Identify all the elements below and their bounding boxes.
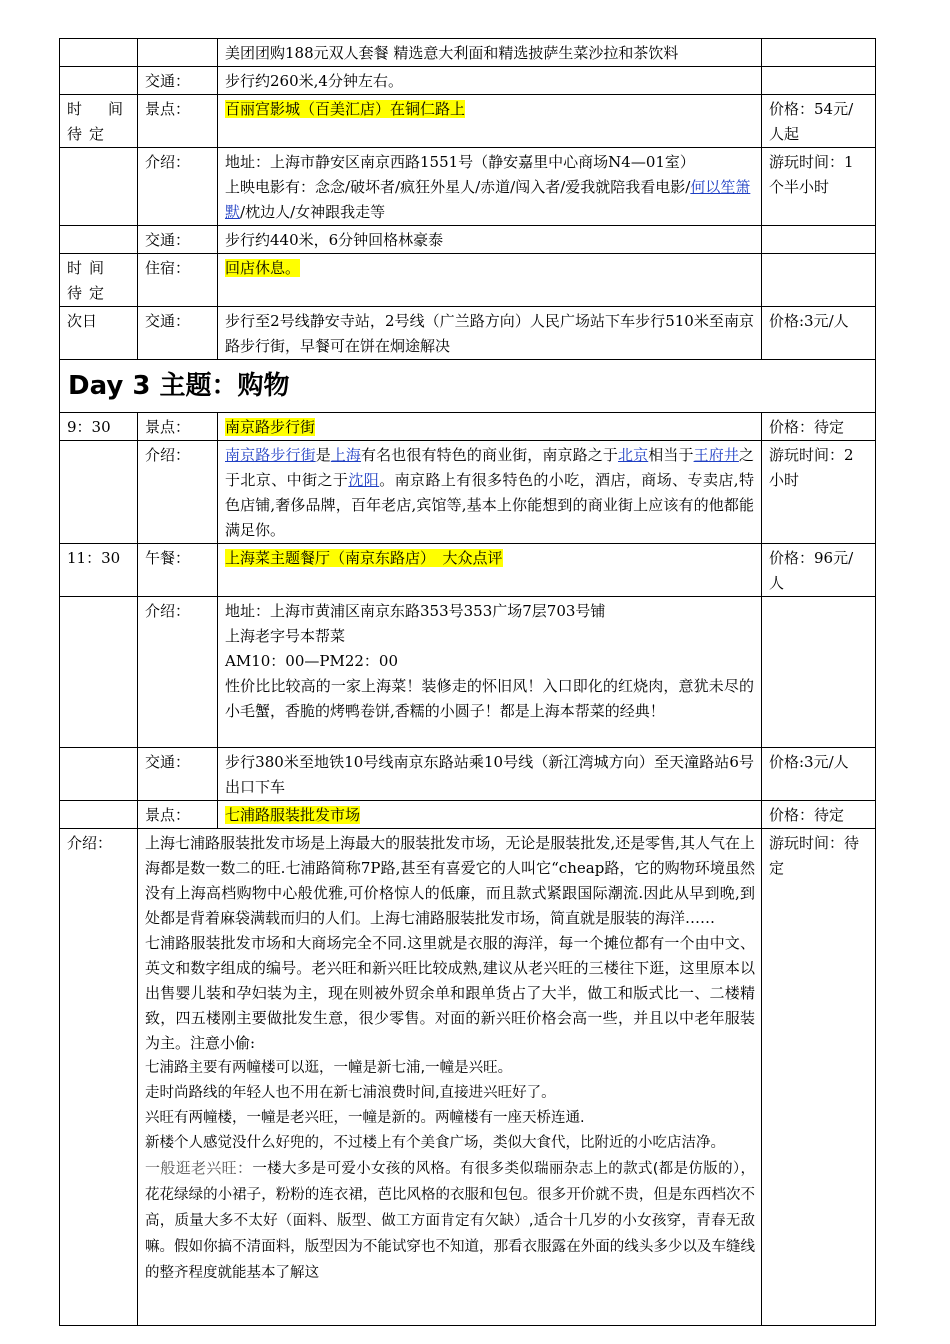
intro-text: 。南京路上有很多特色的小吃，酒店，商场、专卖店,特色店铺,奢侈品牌，百年老店,宾馆等,基本上你能想到的商业街上应该有的他都能满足你。 xyxy=(225,471,754,539)
address-text: 地址：上海市黄浦区南京东路353号353广场7层703号铺 xyxy=(225,602,606,620)
desc-text: 步行380米至地铁10号线南京东路站乘10号线（新江湾城方向）至天潼路站6号出口下车 xyxy=(225,753,754,796)
type-cell xyxy=(138,307,218,360)
review-text: 性价比比较高的一家上海菜！装修走的怀旧风！入口即化的红烧肉，意犹未尽的小毛蟹，香脆的烤鸭卷饼,香糯的小圆子！都是上海本帮菜的经典！ xyxy=(225,677,754,720)
wangfujing-link[interactable]: 王府井 xyxy=(693,446,739,464)
table-row xyxy=(60,226,876,254)
table-row xyxy=(60,307,876,360)
desc-cell xyxy=(218,226,762,254)
price-text: 价格:3元/人 xyxy=(769,312,849,330)
type-cell xyxy=(138,748,218,801)
movie-link[interactable]: 何以笙箫默 xyxy=(225,178,751,221)
type-label: 交通： xyxy=(145,753,191,771)
restaurant-name: 上海菜主题餐厅（南京东路店） 大众点评 xyxy=(225,549,503,567)
desc-cell xyxy=(218,597,762,748)
desc-cell xyxy=(218,748,762,801)
type-cell xyxy=(138,95,218,148)
label-cell xyxy=(60,829,138,1326)
time-text: 次日 xyxy=(67,312,98,330)
shenyang-link[interactable]: 沈阳 xyxy=(348,471,380,489)
type-cell xyxy=(138,801,218,829)
nanjing-road-link[interactable]: 南京路步行街 xyxy=(225,446,316,464)
price-cell xyxy=(762,441,876,544)
type-label: 景点： xyxy=(145,100,191,118)
table-row xyxy=(60,597,876,748)
type-label: 介绍： xyxy=(145,446,191,464)
intro-text: 相当于 xyxy=(648,446,694,464)
day-header-row xyxy=(60,360,876,413)
type-label: 景点： xyxy=(145,418,191,436)
price-cell xyxy=(762,829,876,1326)
time-cell xyxy=(60,39,138,67)
intro-paragraph: 兴旺有两幢楼，一幢是老兴旺，一幢是新的。两幢楼有一座天桥连通. xyxy=(145,1110,585,1126)
day-title: Day 3 主题：购物 xyxy=(60,360,876,413)
time-cell xyxy=(60,226,138,254)
price-cell xyxy=(762,254,876,307)
table-row xyxy=(60,413,876,441)
type-label: 住宿： xyxy=(145,259,191,277)
intro-paragraph: 新楼个人感觉没什么好兜的，不过楼上有个美食广场，类似大食代，比附近的小吃店洁净。 xyxy=(145,1135,725,1151)
price-cell xyxy=(762,413,876,441)
price-text: 价格：待定 xyxy=(769,806,845,824)
time-text: 11：30 xyxy=(67,549,121,567)
shanghai-link[interactable]: 上海 xyxy=(330,446,362,464)
time-cell xyxy=(60,254,138,307)
type-label: 介绍： xyxy=(145,153,191,171)
itinerary-table xyxy=(59,38,876,1326)
price-cell xyxy=(762,148,876,226)
type-label: 交通： xyxy=(145,72,191,90)
desc-text: 步行约260米,4分钟左右。 xyxy=(225,72,403,90)
table-row xyxy=(60,801,876,829)
type-label: 介绍： xyxy=(145,602,191,620)
intro-paragraph: 走时尚路线的年轻人也不用在新七浦浪费时间,直接进兴旺好了。 xyxy=(145,1085,556,1101)
time-cell xyxy=(60,413,138,441)
duration-text: 游玩时间：2小时 xyxy=(769,446,854,489)
address-text: 地址：上海市静安区南京西路1551号（静安嘉里中心商场N4—01室） xyxy=(225,153,695,171)
type-cell xyxy=(138,597,218,748)
intro-text: 有名也很有特色的商业街，南京路之于 xyxy=(361,446,618,464)
movies-text: 上映电影有：念念/破坏者/疯狂外星人/赤道/闯入者/爱我就陪我看电影/ xyxy=(225,178,691,196)
attraction-name: 七浦路服装批发市场 xyxy=(225,806,361,824)
table-row xyxy=(60,67,876,95)
table-row xyxy=(60,39,876,67)
intro-cell xyxy=(138,829,762,1326)
time-cell xyxy=(60,95,138,148)
type-cell xyxy=(138,544,218,597)
time-cell xyxy=(60,67,138,95)
price-text: 价格：96元/人 xyxy=(769,549,854,592)
type-label: 景点： xyxy=(145,806,191,824)
attraction-name: 南京路步行街 xyxy=(225,418,316,436)
price-cell xyxy=(762,307,876,360)
table-row xyxy=(60,441,876,544)
type-label: 交通： xyxy=(145,231,191,249)
table-row xyxy=(60,254,876,307)
price-text: 价格：待定 xyxy=(769,418,845,436)
type-cell xyxy=(138,148,218,226)
time-cell xyxy=(60,801,138,829)
desc-cell xyxy=(218,441,762,544)
table-row xyxy=(60,148,876,226)
intro-body xyxy=(145,831,755,1323)
desc-cell xyxy=(218,544,762,597)
desc-cell xyxy=(218,148,762,226)
desc-cell xyxy=(218,39,762,67)
beijing-link[interactable]: 北京 xyxy=(618,446,649,464)
desc-cell xyxy=(218,67,762,95)
type-cell xyxy=(138,39,218,67)
desc-text: 美团团购188元双人套餐 精选意大利面和精选披萨生菜沙拉和茶饮料 xyxy=(225,44,679,62)
intro-paragraph: 一楼大多是可爱小女孩的风格。有很多类似瑞丽杂志上的款式(都是仿版的），花花绿绿的小裙子，粉粉的连衣裙，芭比风格的衣服和包包。很多开价就不贵，但是东西档次不高，质量大多不太好（面料、版型、做工方面肯定有欠缺）,适合十几岁的小女孩穿，青春无敌嘛。假如你搞不清面料，版型因为不能试穿也不知道，那看衣服露在外面的线头多少以及车缝线的整齐程度就能基本了解这 xyxy=(145,1161,755,1281)
price-cell xyxy=(762,67,876,95)
duration-text: 游玩时间：待定 xyxy=(769,834,860,877)
price-cell xyxy=(762,95,876,148)
intro-paragraph: 上海七浦路服装批发市场是上海最大的服装批发市场，无论是服装批发,还是零售,其人气在上海都是数一数二的旺.七浦路简称7P路,甚至有喜爱它的人叫它“cheap路，它的购物环境虽然没有上海高档购物中心般优雅,可价格惊人的低廉，而且款式紧跟国际潮流.因此从早到晚,到处都是背着麻袋满载而归的人们。上海七浦路服装批发市场，简直就是服装的海洋…… xyxy=(145,834,755,927)
intro-label: 介绍： xyxy=(67,834,113,852)
table-row xyxy=(60,748,876,801)
attraction-name: 百丽宫影城（百美汇店）在铜仁路上 xyxy=(225,100,466,118)
price-cell xyxy=(762,597,876,748)
desc-text: 步行至2号线静安寺站，2号线（广兰路方向）人民广场站下车步行510米至南京路步行街，早餐可在饼在炯途解决 xyxy=(225,312,754,355)
table-row xyxy=(60,95,876,148)
price-cell xyxy=(762,748,876,801)
cuisine-text: 上海老字号本帮菜 xyxy=(225,627,346,645)
time-cell xyxy=(60,544,138,597)
desc-cell xyxy=(218,95,762,148)
time-cell xyxy=(60,441,138,544)
table-row xyxy=(60,829,876,1326)
type-cell xyxy=(138,254,218,307)
desc-text: 步行约440米，6分钟回格林豪泰 xyxy=(225,231,444,249)
type-cell xyxy=(138,226,218,254)
time-cell xyxy=(60,597,138,748)
time-cell xyxy=(60,307,138,360)
price-text: 价格:3元/人 xyxy=(769,753,849,771)
price-cell xyxy=(762,801,876,829)
type-cell xyxy=(138,441,218,544)
type-cell xyxy=(138,413,218,441)
desc-cell xyxy=(218,254,762,307)
intro-text: 是 xyxy=(315,446,331,464)
type-label: 午餐： xyxy=(145,549,191,567)
price-cell xyxy=(762,39,876,67)
price-text: 价格：54元/人起 xyxy=(769,100,854,143)
lodging-text: 回店休息。 xyxy=(225,259,301,277)
price-cell xyxy=(762,226,876,254)
type-cell xyxy=(138,67,218,95)
table-row xyxy=(60,544,876,597)
price-cell xyxy=(762,544,876,597)
intro-paragraph: 七浦路主要有两幢楼可以逛，一幢是新七浦,一幢是兴旺。 xyxy=(145,1060,513,1076)
time-text: 时间待定 xyxy=(67,100,130,143)
time-cell xyxy=(60,748,138,801)
type-label: 交通： xyxy=(145,312,191,330)
intro-lead: 一般逛老兴旺： xyxy=(145,1159,253,1177)
intro-text: 之于北京、中街之于 xyxy=(225,446,754,489)
intro-paragraph: 七浦路服装批发市场和大商场完全不同.这里就是衣服的海洋，每一个摊位都有一个由中文、英文和数字组成的编号。老兴旺和新兴旺比较成熟,建议从老兴旺的三楼往下逛，这里原本以出售婴儿装和孕妇装为主，现在则被外贸余单和跟单货占了大半，做工和版式比一、二楼精致，四五楼刚主要做批发生意，很少零售。对面的新兴旺价格会高一些，并且以中老年服装为主。注意小偷: xyxy=(145,934,755,1052)
desc-cell xyxy=(218,307,762,360)
desc-cell xyxy=(218,413,762,441)
duration-text: 游玩时间：1个半小时 xyxy=(769,153,854,196)
hours-text: AM10：00—PM22：00 xyxy=(225,652,398,670)
time-text: 时间待定 xyxy=(67,259,112,302)
desc-cell xyxy=(218,801,762,829)
time-text: 9：30 xyxy=(67,418,111,436)
movies-text-end: /枕边人/女神跟我走等 xyxy=(240,203,386,221)
time-cell xyxy=(60,148,138,226)
